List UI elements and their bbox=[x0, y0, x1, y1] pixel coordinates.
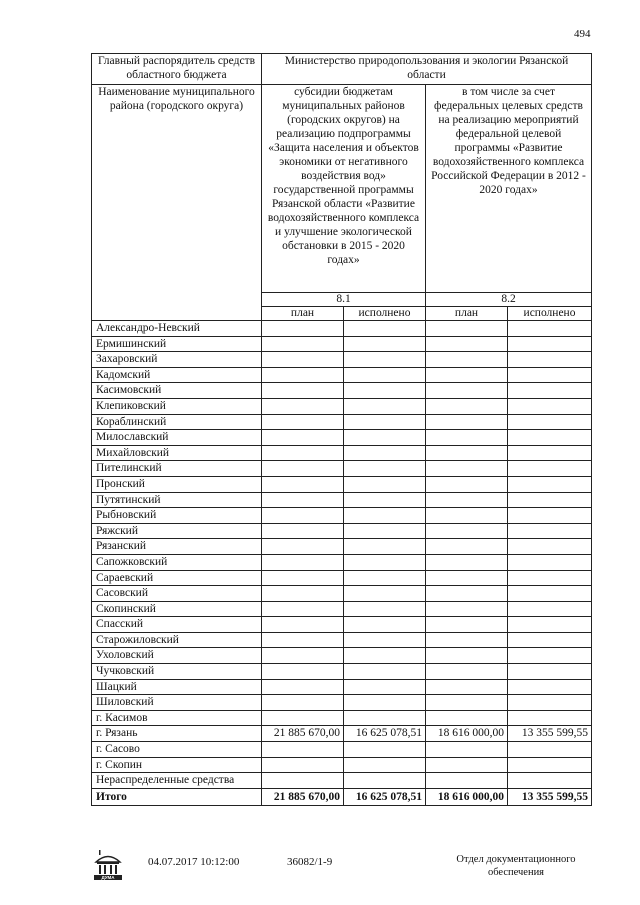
plan-8-2-cell bbox=[426, 664, 508, 680]
plan-8-1-cell bbox=[262, 476, 344, 492]
done-8-2-cell bbox=[508, 445, 592, 461]
done-8-1-cell bbox=[344, 336, 426, 352]
table-row bbox=[92, 430, 592, 446]
done-8-2-cell bbox=[508, 586, 592, 602]
district-name: Ряжский bbox=[92, 523, 262, 539]
done-8-2-cell bbox=[508, 570, 592, 586]
plan-8-1-cell bbox=[262, 710, 344, 726]
district-name: Ермишинский bbox=[92, 336, 262, 352]
plan-8-2-cell bbox=[426, 508, 508, 524]
plan-8-1-cell bbox=[262, 445, 344, 461]
plan-8-2-cell bbox=[426, 773, 508, 789]
table-row bbox=[92, 554, 592, 570]
done-8-2-cell bbox=[508, 321, 592, 337]
done-8-1-cell bbox=[344, 586, 426, 602]
plan-8-1-cell bbox=[262, 664, 344, 680]
owner-value: Министерство природопользования и экологии Рязанской области bbox=[262, 54, 592, 85]
table-row bbox=[92, 726, 592, 742]
page-number: 494 bbox=[574, 28, 591, 40]
table-row bbox=[92, 321, 592, 337]
plan-8-1-cell bbox=[262, 414, 344, 430]
plan-8-2-cell bbox=[426, 321, 508, 337]
table-row bbox=[92, 757, 592, 773]
column-description-row bbox=[92, 85, 592, 293]
district-name: Рязанский bbox=[92, 539, 262, 555]
done-8-1-cell bbox=[344, 398, 426, 414]
footer-date: 04.07.2017 10:12:00 bbox=[148, 856, 240, 868]
col-8-2-title: в том числе за счет федеральных целевых средств на реализацию мероприятий федеральной целевой программы «Развитие водохозяйственного комплекса Российской Федерации в 2012 - 2020 годах» bbox=[426, 85, 592, 293]
plan-8-2-cell bbox=[426, 601, 508, 617]
done-8-1-cell bbox=[344, 632, 426, 648]
district-name: Захаровский bbox=[92, 352, 262, 368]
done-8-1-cell bbox=[344, 321, 426, 337]
total-done-8-2-cell: 13 355 599,55 bbox=[508, 788, 592, 805]
plan-8-2-cell bbox=[426, 586, 508, 602]
done-8-2-cell bbox=[508, 352, 592, 368]
plan-8-2-cell bbox=[426, 632, 508, 648]
plan-8-1-cell bbox=[262, 398, 344, 414]
done-8-1-cell bbox=[344, 617, 426, 633]
table-row bbox=[92, 398, 592, 414]
plan-8-1-cell bbox=[262, 586, 344, 602]
district-name: Клепиковский bbox=[92, 398, 262, 414]
done-8-1-cell bbox=[344, 648, 426, 664]
done-8-1-cell bbox=[344, 742, 426, 758]
district-name: Шацкий bbox=[92, 679, 262, 695]
plan-8-2-cell bbox=[426, 710, 508, 726]
total-row bbox=[92, 788, 592, 805]
plan-8-2-cell bbox=[426, 523, 508, 539]
table-row bbox=[92, 679, 592, 695]
table-row bbox=[92, 617, 592, 633]
done-8-1-cell bbox=[344, 492, 426, 508]
plan-8-2-cell bbox=[426, 554, 508, 570]
done-8-2-cell bbox=[508, 383, 592, 399]
table-row bbox=[92, 648, 592, 664]
footer-doc-number: 36082/1-9 bbox=[287, 856, 333, 868]
done-8-2-cell bbox=[508, 508, 592, 524]
done-8-1-cell bbox=[344, 773, 426, 789]
table-row bbox=[92, 445, 592, 461]
col-code-8-2: 8.2 bbox=[426, 293, 592, 307]
table-row bbox=[92, 461, 592, 477]
plan-8-2-cell bbox=[426, 476, 508, 492]
table-row bbox=[92, 352, 592, 368]
done-8-1-cell bbox=[344, 539, 426, 555]
plan-8-2-cell bbox=[426, 695, 508, 711]
done-8-2-cell bbox=[508, 617, 592, 633]
done-8-2-cell bbox=[508, 679, 592, 695]
done-8-1-cell: 16 625 078,51 bbox=[344, 726, 426, 742]
plan-8-2-cell bbox=[426, 742, 508, 758]
plan-8-2-cell bbox=[426, 367, 508, 383]
table-row bbox=[92, 539, 592, 555]
plan-8-1-cell bbox=[262, 570, 344, 586]
district-name: Рыбновский bbox=[92, 508, 262, 524]
done-8-2-cell bbox=[508, 773, 592, 789]
plan-8-1-cell bbox=[262, 742, 344, 758]
done-8-2-cell bbox=[508, 601, 592, 617]
plan-8-1-cell bbox=[262, 773, 344, 789]
done-header-8-2: исполнено bbox=[508, 307, 592, 321]
table-row bbox=[92, 523, 592, 539]
plan-8-1-cell bbox=[262, 632, 344, 648]
plan-8-1-cell bbox=[262, 648, 344, 664]
done-8-2-cell bbox=[508, 414, 592, 430]
plan-8-1-cell bbox=[262, 367, 344, 383]
done-8-1-cell bbox=[344, 430, 426, 446]
plan-8-2-cell bbox=[426, 336, 508, 352]
district-name: Касимовский bbox=[92, 383, 262, 399]
done-8-2-cell bbox=[508, 539, 592, 555]
plan-8-2-cell: 18 616 000,00 bbox=[426, 726, 508, 742]
total-plan-8-1-cell: 21 885 670,00 bbox=[262, 788, 344, 805]
table-row bbox=[92, 664, 592, 680]
plan-8-1-cell bbox=[262, 321, 344, 337]
plan-8-2-cell bbox=[426, 461, 508, 477]
district-name: Александро-Невский bbox=[92, 321, 262, 337]
district-name: Нераспределенные средства bbox=[92, 773, 262, 789]
plan-8-2-cell bbox=[426, 570, 508, 586]
table-row bbox=[92, 414, 592, 430]
district-name: Милославский bbox=[92, 430, 262, 446]
district-name: Сасовский bbox=[92, 586, 262, 602]
plan-8-1-cell bbox=[262, 554, 344, 570]
table-row bbox=[92, 336, 592, 352]
done-8-1-cell bbox=[344, 383, 426, 399]
district-name: Пронский bbox=[92, 476, 262, 492]
plan-8-2-cell bbox=[426, 398, 508, 414]
plan-8-2-cell bbox=[426, 757, 508, 773]
district-name: Шиловский bbox=[92, 695, 262, 711]
done-8-1-cell bbox=[344, 461, 426, 477]
done-8-2-cell bbox=[508, 742, 592, 758]
plan-8-2-cell bbox=[426, 352, 508, 368]
district-name: Сапожковский bbox=[92, 554, 262, 570]
done-8-1-cell bbox=[344, 508, 426, 524]
table-row bbox=[92, 492, 592, 508]
done-8-2-cell bbox=[508, 632, 592, 648]
owner-label: Главный распорядитель средств областного бюджета bbox=[92, 54, 262, 85]
district-name: Чучковский bbox=[92, 664, 262, 680]
district-name: Спасский bbox=[92, 617, 262, 633]
done-8-1-cell bbox=[344, 570, 426, 586]
done-8-1-cell bbox=[344, 757, 426, 773]
done-8-1-cell bbox=[344, 367, 426, 383]
plan-8-2-cell bbox=[426, 679, 508, 695]
total-label: Итого bbox=[92, 788, 262, 805]
done-8-2-cell bbox=[508, 757, 592, 773]
done-8-2-cell bbox=[508, 648, 592, 664]
plan-8-1-cell bbox=[262, 523, 344, 539]
district-name: г. Скопин bbox=[92, 757, 262, 773]
done-8-2-cell bbox=[508, 554, 592, 570]
district-name: Кораблинский bbox=[92, 414, 262, 430]
table-row bbox=[92, 476, 592, 492]
plan-8-1-cell bbox=[262, 679, 344, 695]
table-row bbox=[92, 710, 592, 726]
district-name: г. Касимов bbox=[92, 710, 262, 726]
done-8-2-cell bbox=[508, 695, 592, 711]
plan-8-1-cell bbox=[262, 383, 344, 399]
name-column-header: Наименование муниципального района (городского округа) bbox=[92, 85, 262, 321]
plan-header-8-1: план bbox=[262, 307, 344, 321]
table-row bbox=[92, 695, 592, 711]
done-8-2-cell bbox=[508, 710, 592, 726]
plan-8-1-cell bbox=[262, 508, 344, 524]
plan-8-2-cell bbox=[426, 414, 508, 430]
done-8-2-cell bbox=[508, 664, 592, 680]
footer-department: Отдел документационного обеспечения bbox=[456, 854, 576, 878]
done-8-1-cell bbox=[344, 710, 426, 726]
table-row bbox=[92, 742, 592, 758]
plan-8-1-cell: 21 885 670,00 bbox=[262, 726, 344, 742]
done-8-2-cell bbox=[508, 476, 592, 492]
plan-8-1-cell bbox=[262, 617, 344, 633]
done-8-2-cell bbox=[508, 336, 592, 352]
plan-8-2-cell bbox=[426, 492, 508, 508]
district-name: Пителинский bbox=[92, 461, 262, 477]
district-name: г. Сасово bbox=[92, 742, 262, 758]
done-8-1-cell bbox=[344, 664, 426, 680]
done-8-2-cell bbox=[508, 430, 592, 446]
district-name: Скопинский bbox=[92, 601, 262, 617]
plan-header-8-2: план bbox=[426, 307, 508, 321]
district-name: г. Рязань bbox=[92, 726, 262, 742]
plan-8-1-cell bbox=[262, 601, 344, 617]
plan-8-2-cell bbox=[426, 430, 508, 446]
budget-table bbox=[91, 53, 592, 806]
col-code-8-1: 8.1 bbox=[262, 293, 426, 307]
done-8-1-cell bbox=[344, 414, 426, 430]
district-name: Старожиловский bbox=[92, 632, 262, 648]
done-8-2-cell bbox=[508, 461, 592, 477]
col-8-1-title: субсидии бюджетам муниципальных районов (городских округов) на реализацию подпрограммы «Защита населения и объектов экономики от негативного воздействия вод» государственной программы Рязанской области «Развитие водохозяйственного комплекса и улучшение экологической обстановки в 2015 - 2020 годах» bbox=[262, 85, 426, 293]
table-row bbox=[92, 773, 592, 789]
done-8-1-cell bbox=[344, 523, 426, 539]
plan-8-1-cell bbox=[262, 430, 344, 446]
district-name: Путятинский bbox=[92, 492, 262, 508]
done-8-2-cell bbox=[508, 398, 592, 414]
done-8-2-cell: 13 355 599,55 bbox=[508, 726, 592, 742]
district-name: Кадомский bbox=[92, 367, 262, 383]
plan-8-2-cell bbox=[426, 445, 508, 461]
table-row bbox=[92, 632, 592, 648]
table-row bbox=[92, 367, 592, 383]
district-name: Сараевский bbox=[92, 570, 262, 586]
table-row bbox=[92, 570, 592, 586]
table-row bbox=[92, 383, 592, 399]
plan-8-2-cell bbox=[426, 617, 508, 633]
district-name: Ухоловский bbox=[92, 648, 262, 664]
done-header-8-1: исполнено bbox=[344, 307, 426, 321]
duma-logo bbox=[91, 848, 125, 882]
plan-8-1-cell bbox=[262, 336, 344, 352]
plan-8-1-cell bbox=[262, 461, 344, 477]
logo-text: ДУМА bbox=[101, 875, 115, 880]
plan-8-2-cell bbox=[426, 648, 508, 664]
district-name: Михайловский bbox=[92, 445, 262, 461]
done-8-1-cell bbox=[344, 476, 426, 492]
done-8-1-cell bbox=[344, 679, 426, 695]
done-8-1-cell bbox=[344, 695, 426, 711]
table-row bbox=[92, 601, 592, 617]
plan-8-2-cell bbox=[426, 383, 508, 399]
done-8-2-cell bbox=[508, 523, 592, 539]
plan-8-1-cell bbox=[262, 757, 344, 773]
plan-8-1-cell bbox=[262, 352, 344, 368]
owner-row bbox=[92, 54, 592, 85]
done-8-1-cell bbox=[344, 445, 426, 461]
total-plan-8-2-cell: 18 616 000,00 bbox=[426, 788, 508, 805]
done-8-2-cell bbox=[508, 492, 592, 508]
table-row bbox=[92, 586, 592, 602]
done-8-1-cell bbox=[344, 352, 426, 368]
table-row bbox=[92, 508, 592, 524]
done-8-1-cell bbox=[344, 554, 426, 570]
plan-8-2-cell bbox=[426, 539, 508, 555]
plan-8-1-cell bbox=[262, 695, 344, 711]
total-done-8-1-cell: 16 625 078,51 bbox=[344, 788, 426, 805]
plan-8-1-cell bbox=[262, 492, 344, 508]
plan-8-1-cell bbox=[262, 539, 344, 555]
done-8-2-cell bbox=[508, 367, 592, 383]
done-8-1-cell bbox=[344, 601, 426, 617]
